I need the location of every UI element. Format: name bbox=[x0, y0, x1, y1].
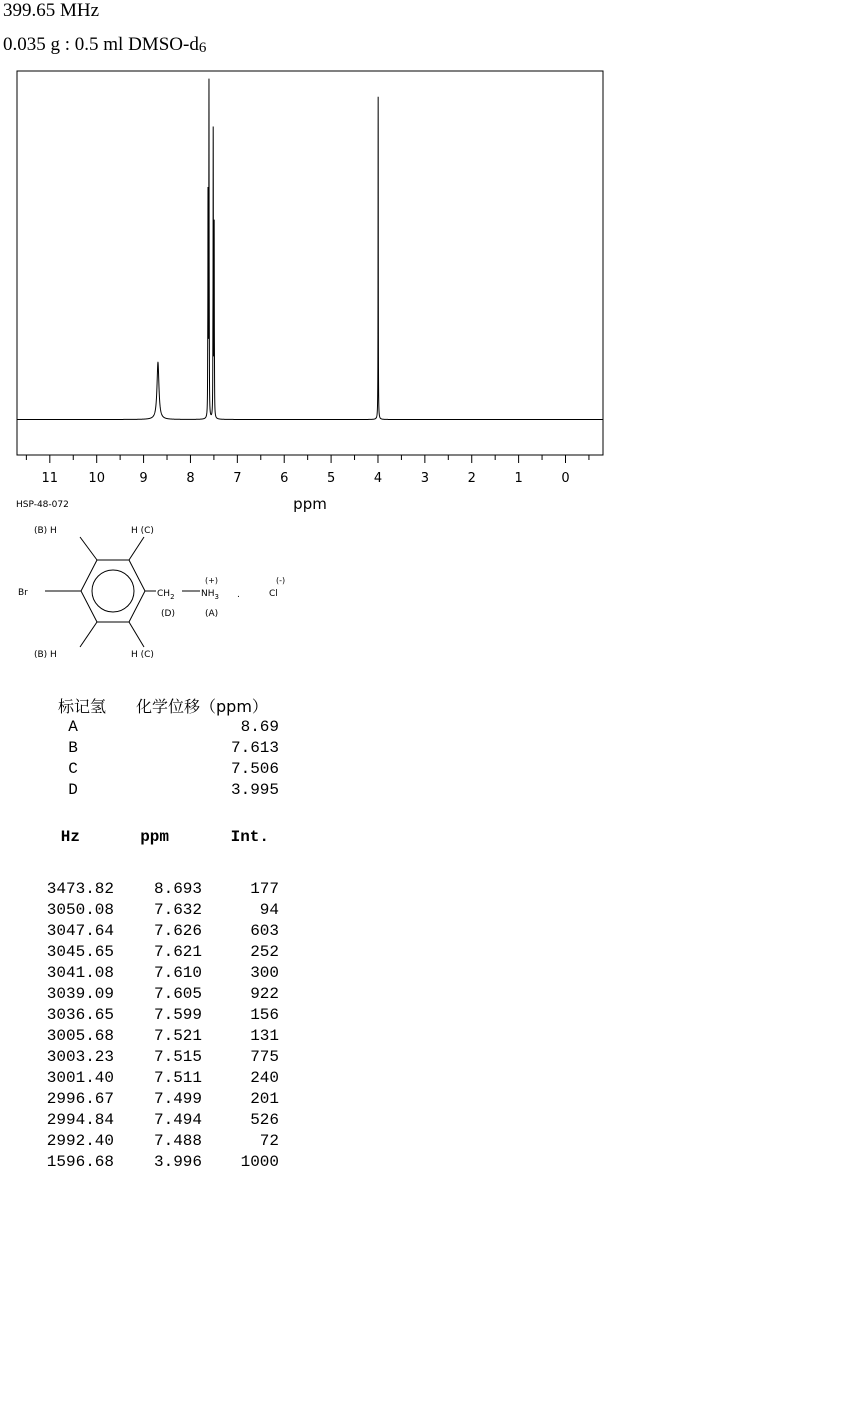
x-tick-label: 6 bbox=[280, 471, 289, 486]
assignment-row bbox=[58, 760, 279, 781]
peak-ppm: 7.599 bbox=[153, 1006, 202, 1024]
label-cl: Cl bbox=[269, 589, 278, 599]
peak-ppm: 7.511 bbox=[153, 1069, 202, 1087]
peak-int: 922 bbox=[250, 985, 279, 1003]
x-tick-label: 10 bbox=[88, 471, 105, 486]
assignment-label: C bbox=[68, 760, 78, 778]
assignment-row bbox=[58, 739, 279, 760]
ch2-subscript: 2 bbox=[170, 593, 175, 601]
peak-ppm: 7.488 bbox=[153, 1132, 202, 1150]
header-label: 标记氢 bbox=[58, 697, 107, 716]
peak-hz: 3045.65 bbox=[46, 943, 114, 961]
spectrum-code: HSP-48-072 bbox=[16, 500, 69, 510]
x-tick-label: 0 bbox=[561, 471, 570, 486]
peak-table-header bbox=[30, 828, 279, 880]
peak-hz: 3005.68 bbox=[46, 1027, 114, 1045]
peak-ppm: 7.626 bbox=[153, 922, 202, 940]
benzene-ring bbox=[81, 560, 145, 622]
sample-main-text: 0.035 g : 0.5 ml DMSO-d bbox=[3, 34, 199, 55]
peak-int: 131 bbox=[250, 1027, 279, 1045]
peak-ppm: 7.632 bbox=[153, 901, 202, 919]
peak-hz: 3047.64 bbox=[46, 922, 114, 940]
table-row bbox=[30, 1090, 279, 1111]
assignment-row bbox=[58, 781, 279, 802]
peak-ppm: 7.499 bbox=[153, 1090, 202, 1108]
assignment-label: A bbox=[68, 718, 78, 736]
peak-hz: 3473.82 bbox=[46, 880, 114, 898]
peak-int: 300 bbox=[250, 964, 279, 982]
peak-hz: 3039.09 bbox=[46, 985, 114, 1003]
nh3-text: NH bbox=[201, 589, 215, 599]
table-row bbox=[30, 922, 279, 943]
x-tick-label: 9 bbox=[139, 471, 148, 486]
x-axis-label: ppm bbox=[293, 495, 327, 513]
peak-ppm: 7.494 bbox=[153, 1111, 202, 1129]
x-tick-label: 5 bbox=[326, 471, 336, 486]
label-dot: . bbox=[237, 590, 240, 600]
x-axis-ticks bbox=[26, 455, 589, 463]
label-hb-top: (B) H bbox=[34, 526, 57, 536]
assignment-shift: 8.69 bbox=[240, 718, 279, 736]
peak-ppm: 3.996 bbox=[153, 1153, 202, 1171]
x-tick-label: 3 bbox=[420, 471, 429, 486]
label-nh3 bbox=[201, 589, 219, 601]
peak-int: 526 bbox=[250, 1111, 279, 1129]
x-tick-label: 2 bbox=[467, 471, 476, 486]
assignment-label: B bbox=[68, 739, 78, 757]
header-int: Int. bbox=[230, 828, 269, 846]
peak-list-table bbox=[30, 828, 279, 1174]
table-row bbox=[30, 1153, 279, 1174]
ch2-text: CH bbox=[157, 589, 171, 599]
peak-hz: 2994.84 bbox=[46, 1111, 114, 1129]
label-hb-bottom: (B) H bbox=[34, 650, 57, 660]
assignment-shift: 7.506 bbox=[230, 760, 279, 778]
table-row bbox=[30, 964, 279, 985]
peak-hz: 3036.65 bbox=[46, 1006, 114, 1024]
label-ch2 bbox=[157, 589, 175, 601]
header-shift: 化学位移（ppm） bbox=[136, 697, 268, 716]
assignment-row bbox=[58, 718, 279, 739]
table-row bbox=[30, 1027, 279, 1048]
peak-int: 94 bbox=[259, 901, 279, 919]
label-hc-bottom: H (C) bbox=[131, 650, 154, 660]
peak-ppm: 7.610 bbox=[153, 964, 202, 982]
label-br: Br bbox=[18, 588, 28, 598]
peak-int: 201 bbox=[250, 1090, 279, 1108]
x-tick-label: 7 bbox=[233, 471, 242, 486]
x-tick-label: 11 bbox=[41, 471, 59, 486]
table-row bbox=[30, 901, 279, 922]
peak-int: 177 bbox=[250, 880, 279, 898]
nmr-spectrum-chart bbox=[0, 0, 850, 520]
assignment-header bbox=[58, 694, 279, 718]
spectrum-trace bbox=[17, 79, 603, 420]
peak-ppm: 7.621 bbox=[153, 943, 202, 961]
peak-int: 603 bbox=[250, 922, 279, 940]
peak-hz: 3041.08 bbox=[46, 964, 114, 982]
label-plus: (+) bbox=[205, 576, 218, 585]
molecule-structure bbox=[10, 515, 310, 665]
label-minus: (-) bbox=[276, 576, 286, 585]
x-axis-tick-labels bbox=[42, 471, 570, 486]
peak-ppm: 7.605 bbox=[153, 985, 202, 1003]
peak-hz: 2992.40 bbox=[46, 1132, 114, 1150]
table-row bbox=[30, 943, 279, 964]
assignment-shift: 3.995 bbox=[230, 781, 279, 799]
plot-frame bbox=[17, 71, 603, 455]
peak-ppm: 7.515 bbox=[153, 1048, 202, 1066]
peak-int: 72 bbox=[259, 1132, 279, 1150]
assignment-shift: 7.613 bbox=[230, 739, 279, 757]
table-row bbox=[30, 880, 279, 901]
peak-table-body bbox=[30, 880, 279, 1174]
bonds bbox=[45, 537, 200, 647]
table-row bbox=[30, 985, 279, 1006]
table-row bbox=[30, 1111, 279, 1132]
spectrometer-frequency: 399.65 MHz bbox=[3, 0, 100, 21]
peak-hz: 3001.40 bbox=[46, 1069, 114, 1087]
peak-hz: 3003.23 bbox=[46, 1048, 114, 1066]
x-tick-label: 4 bbox=[373, 471, 383, 486]
table-row bbox=[30, 1006, 279, 1027]
header-ppm: ppm bbox=[140, 828, 169, 846]
peak-hz: 3050.08 bbox=[46, 901, 114, 919]
x-tick-label: 1 bbox=[514, 471, 523, 486]
peak-hz: 2996.67 bbox=[46, 1090, 114, 1108]
table-row bbox=[30, 1048, 279, 1069]
peak-int: 156 bbox=[250, 1006, 279, 1024]
x-tick-label: 8 bbox=[186, 471, 195, 486]
sample-subscript: 6 bbox=[198, 40, 207, 56]
shift-assignment-table bbox=[58, 694, 279, 802]
peak-hz: 1596.68 bbox=[46, 1153, 114, 1171]
label-d: (D) bbox=[161, 609, 175, 619]
assignment-label: D bbox=[68, 781, 78, 799]
peak-int: 252 bbox=[250, 943, 279, 961]
label-hc-top: H (C) bbox=[131, 526, 154, 536]
peak-ppm: 7.521 bbox=[153, 1027, 202, 1045]
nh3-subscript: 3 bbox=[214, 593, 219, 601]
peak-int: 1000 bbox=[240, 1153, 279, 1171]
peak-int: 775 bbox=[250, 1048, 279, 1066]
table-row bbox=[30, 1069, 279, 1090]
peak-int: 240 bbox=[250, 1069, 279, 1087]
label-a: (A) bbox=[205, 609, 219, 619]
peak-ppm: 8.693 bbox=[153, 880, 202, 898]
table-row bbox=[30, 1132, 279, 1153]
header-hz: Hz bbox=[60, 828, 80, 846]
